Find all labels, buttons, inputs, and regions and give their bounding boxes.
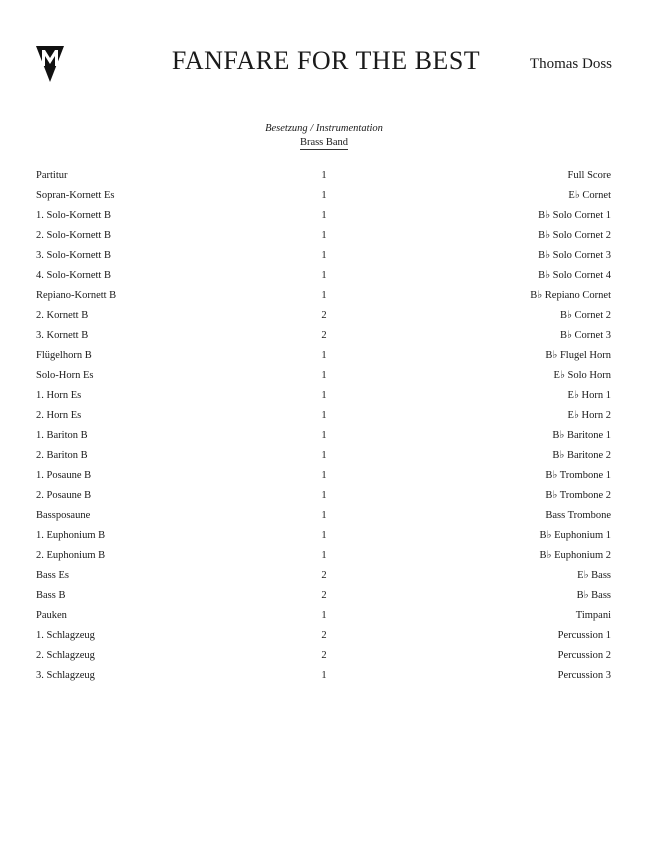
list-item [36,506,611,526]
part-name-german: Solo-Horn Es [36,370,94,381]
part-name-english: E♭ Horn 2 [567,410,611,421]
part-count: 2 [321,310,327,321]
list-item [36,206,611,226]
part-name-german: 3. Solo-Kornett B [36,250,111,261]
part-name-german: 2. Bariton B [36,450,88,461]
part-name-german: 1. Euphonium B [36,530,106,541]
list-item [36,426,611,446]
part-count: 1 [321,550,327,561]
part-name-german: 2. Kornett B [36,310,89,321]
part-name-german: 2. Euphonium B [36,550,106,561]
part-name-german: Flügelhorn B [36,350,92,361]
list-item [36,166,611,186]
part-count: 1 [321,230,327,241]
list-item [36,266,611,286]
list-item [36,446,611,466]
part-count: 1 [321,530,327,541]
list-item [36,626,611,646]
part-name-english: Percussion 1 [557,630,611,641]
part-name-german: 3. Schlagzeug [36,670,95,681]
list-item [36,526,611,546]
page-title: FANFARE FOR THE BEST [171,46,481,75]
part-name-english: B♭ Cornet 2 [559,310,611,321]
part-count: 1 [321,190,327,201]
part-count: 1 [321,470,327,481]
part-name-german: 1. Horn Es [36,390,82,401]
part-name-german: 1. Posaune B [36,470,92,481]
part-count: 1 [321,450,327,461]
part-name-german: Bass Es [36,570,69,581]
part-name-german: 1. Schlagzeug [36,630,95,641]
list-item [36,646,611,666]
part-count: 1 [321,350,327,361]
list-item [36,226,611,246]
part-name-english: B♭ Trombone 2 [545,490,611,501]
list-item [36,386,611,406]
list-item [36,546,611,566]
part-name-german: 2. Schlagzeug [36,650,95,661]
list-item [36,666,611,686]
part-count: 2 [321,330,327,341]
part-name-german: Pauken [36,610,67,621]
part-count: 1 [321,670,327,681]
part-name-german: Repiano-Kornett B [36,290,117,301]
part-name-english: B♭ Flugel Horn [545,350,611,361]
part-count: 1 [321,270,327,281]
part-count: 1 [321,370,327,381]
part-name-german: 2. Posaune B [36,490,92,501]
part-name-english: Percussion 2 [557,650,611,661]
part-name-english: Full Score [567,170,611,181]
instrumentation-list [36,166,611,686]
part-name-english: E♭ Cornet [568,190,611,201]
part-name-german: 1. Solo-Kornett B [36,210,111,221]
part-count: 1 [321,210,327,221]
part-name-english: B♭ Solo Cornet 4 [538,270,611,281]
instrumentation-subheading [0,137,648,148]
instrumentation-heading: Besetzung / Instrumentation [265,123,383,134]
list-item [36,606,611,626]
part-name-english: B♭ Baritone 1 [552,430,611,441]
list-item [36,366,611,386]
part-name-english: B♭ Solo Cornet 2 [538,230,611,241]
list-item [36,346,611,366]
part-name-english: B♭ Bass [576,590,611,601]
list-item [36,246,611,266]
part-name-german: Bassposaune [36,510,91,521]
part-name-english: B♭ Euphonium 1 [539,530,611,541]
part-count: 2 [321,570,327,581]
part-name-german: Partitur [36,170,68,181]
part-name-english: B♭ Repiano Cornet [530,290,611,301]
part-name-german: Sopran-Kornett Es [36,190,115,201]
part-count: 2 [321,650,327,661]
part-count: 1 [321,430,327,441]
ensemble-label: Brass Band [299,137,349,148]
part-name-english: E♭ Bass [577,570,611,581]
part-name-english: B♭ Solo Cornet 1 [538,210,611,221]
list-item [36,326,611,346]
composer-name: Thomas Doss [529,56,612,72]
list-item [36,586,611,606]
part-name-english: B♭ Solo Cornet 3 [538,250,611,261]
list-item [36,286,611,306]
part-count: 1 [321,410,327,421]
part-name-english: Bass Trombone [545,510,611,521]
part-name-english: B♭ Trombone 1 [545,470,611,481]
part-name-english: Timpani [575,610,611,621]
part-name-german: Bass B [36,590,66,601]
part-name-english: B♭ Euphonium 2 [539,550,611,561]
part-name-english: Percussion 3 [557,670,611,681]
part-count: 1 [321,170,327,181]
list-item [36,466,611,486]
part-name-english: B♭ Cornet 3 [559,330,611,341]
part-count: 1 [321,390,327,401]
list-item [36,566,611,586]
list-item [36,306,611,326]
part-count: 1 [321,490,327,501]
part-name-german: 3. Kornett B [36,330,89,341]
part-name-german: 4. Solo-Kornett B [36,270,111,281]
part-count: 1 [321,610,327,621]
part-count: 1 [321,250,327,261]
part-count: 1 [321,510,327,521]
part-name-german: 2. Solo-Kornett B [36,230,111,241]
part-name-english: E♭ Solo Horn [553,370,611,381]
part-name-english: E♭ Horn 1 [567,390,611,401]
part-name-german: 1. Bariton B [36,430,88,441]
list-item [36,406,611,426]
part-name-english: B♭ Baritone 2 [552,450,611,461]
part-count: 2 [321,590,327,601]
part-name-german: 2. Horn Es [36,410,82,421]
list-item [36,486,611,506]
list-item [36,186,611,206]
part-count: 1 [321,290,327,301]
part-count: 2 [321,630,327,641]
